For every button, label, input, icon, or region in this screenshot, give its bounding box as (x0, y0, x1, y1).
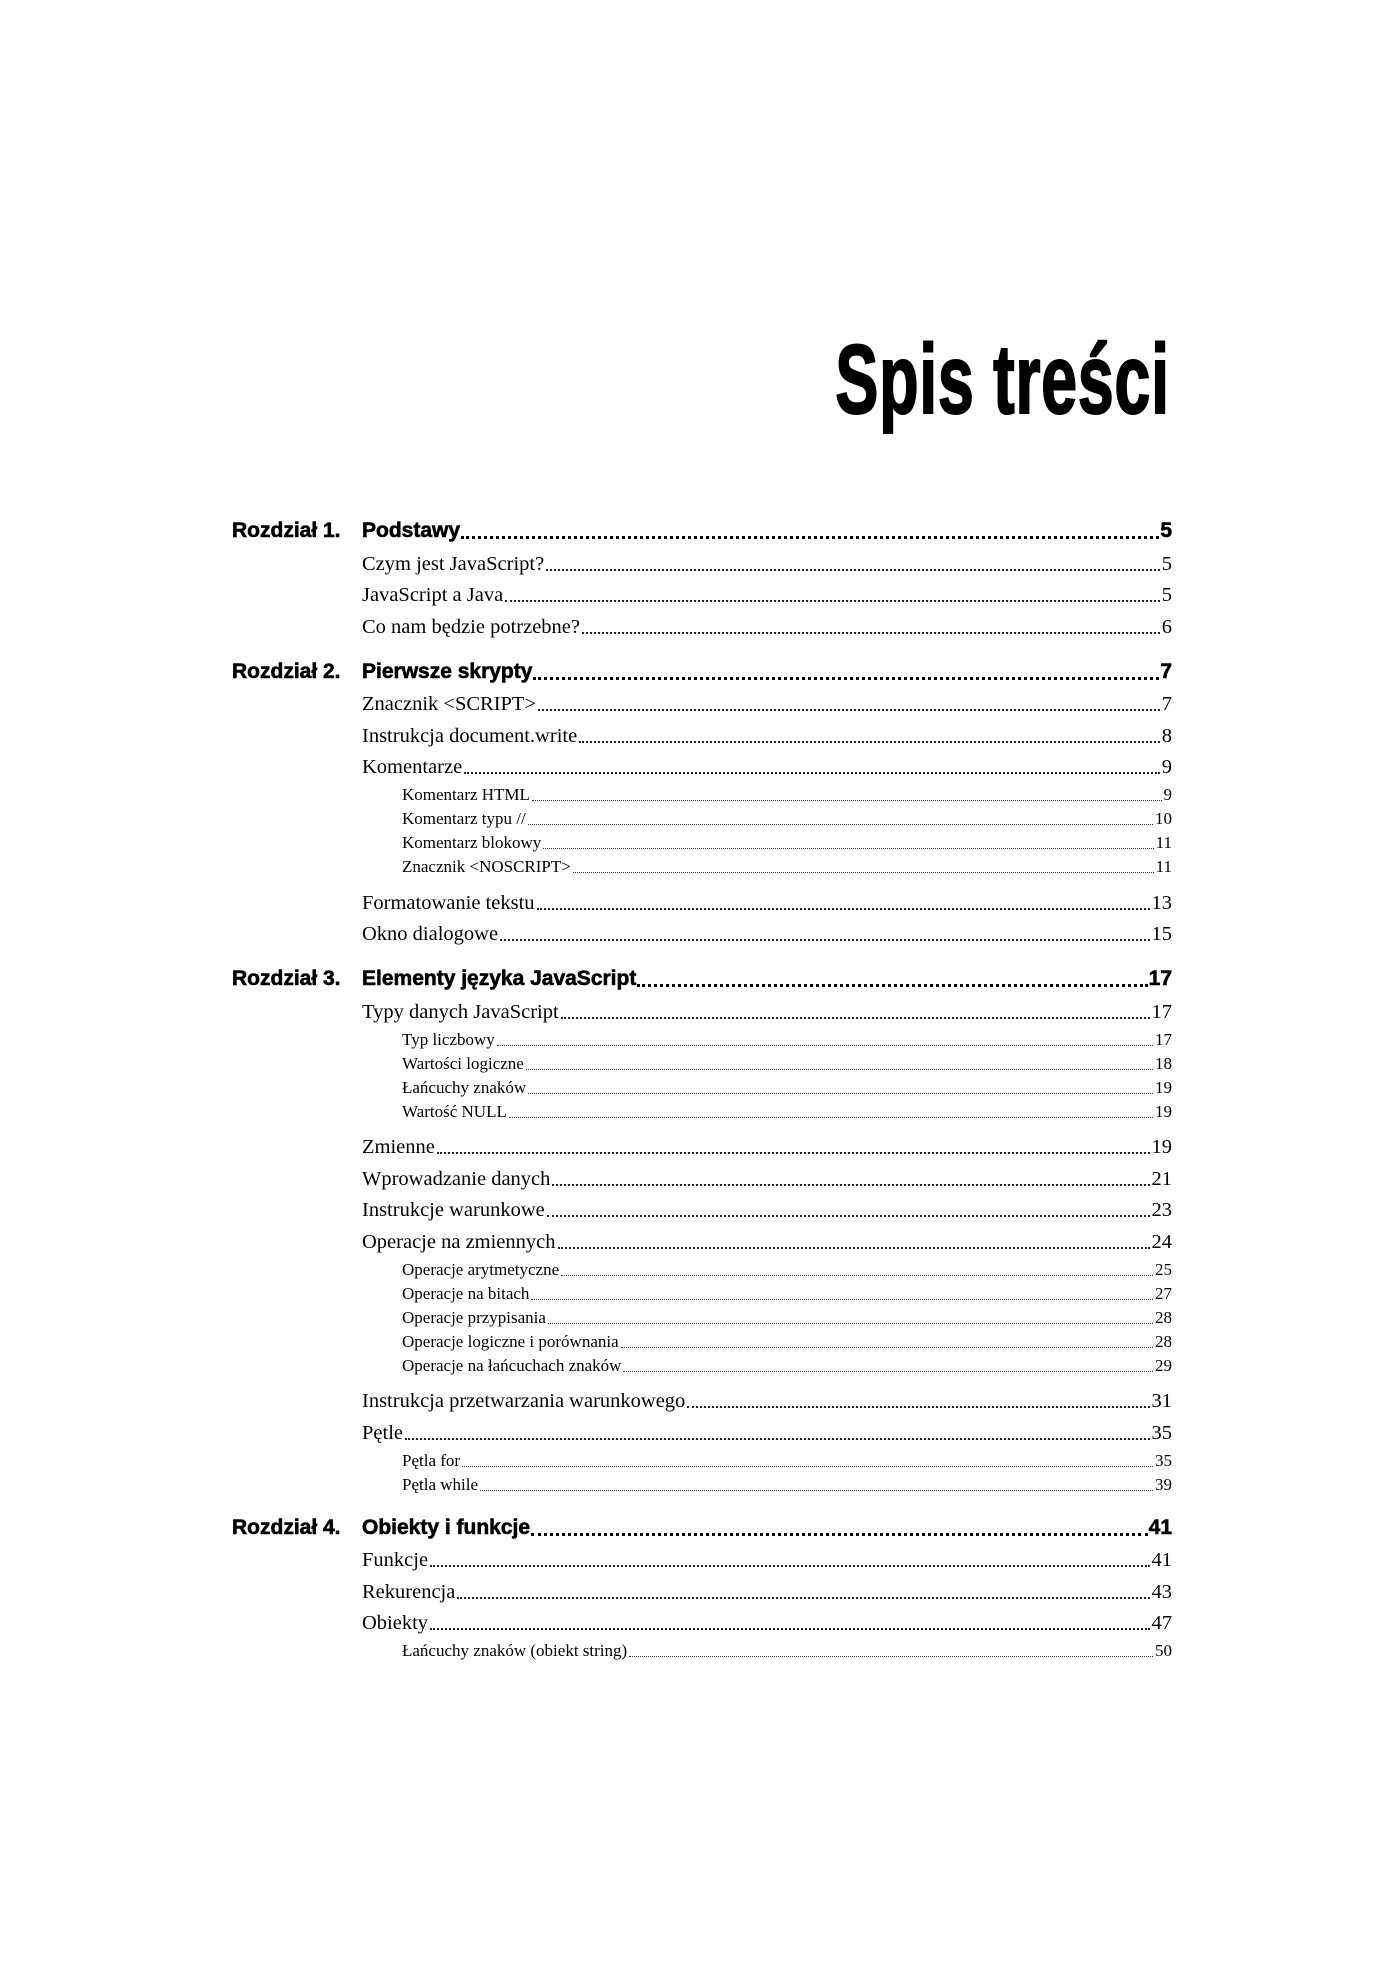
entry-title: Operacje na bitach (402, 1283, 530, 1303)
entry-title: Instrukcja przetwarzania warunkowego (362, 1390, 686, 1412)
entry-title: JavaScript a Java (362, 584, 504, 606)
dot-leader (561, 1017, 1150, 1019)
toc-section[interactable] (362, 748, 1172, 780)
entry-title: Co nam będzie potrzebne? (362, 615, 581, 638)
dot-leader (405, 1438, 1150, 1440)
chapter-page-number: 41 (1148, 1515, 1172, 1539)
dot-leader (621, 1347, 1153, 1348)
chapter-title: Podstawy (362, 519, 461, 542)
dot-leader (457, 1597, 1149, 1599)
entry-title: Operacje przypisania (402, 1307, 546, 1327)
dot-leader (528, 1093, 1153, 1094)
entry-title: Typ liczbowy (402, 1029, 495, 1049)
chapter-number: Rozdział 3. (232, 967, 341, 990)
chapter-page-number: 17 (1148, 967, 1172, 990)
entry-page-number: 47 (1151, 1612, 1172, 1634)
dot-leader (532, 800, 1162, 801)
entry-page-number: 19 (1155, 1101, 1172, 1121)
dot-leader (543, 848, 1153, 849)
chapter-title: Elementy języka JavaScript (362, 967, 637, 990)
dot-leader (637, 984, 1147, 987)
entry-page-number: 19 (1151, 1136, 1172, 1158)
toc-subsection[interactable] (402, 1074, 1172, 1098)
dot-leader (538, 709, 1160, 711)
chapter-entries (362, 992, 1172, 1495)
toc-subsection[interactable] (402, 853, 1172, 877)
chapter-heading[interactable] (232, 950, 1172, 992)
entry-title: Znacznik <SCRIPT> (362, 693, 537, 715)
entry-title: Pętla for (402, 1450, 461, 1470)
entry-page-number: 17 (1155, 1029, 1172, 1049)
entry-title: Wartość NULL (402, 1101, 507, 1121)
toc-subsection[interactable] (402, 1328, 1172, 1352)
entry-page-number: 41 (1151, 1549, 1172, 1571)
entry-title: Łańcuchy znaków (obiekt string) (402, 1641, 628, 1660)
dot-leader (497, 1045, 1153, 1046)
entry-title: Obiekty (362, 1612, 429, 1634)
toc-subsection[interactable] (402, 1304, 1172, 1328)
entry-page-number: 21 (1151, 1167, 1172, 1190)
toc-section[interactable] (362, 607, 1172, 639)
dot-leader (480, 1490, 1153, 1491)
entry-title: Łańcuchy znaków (402, 1077, 527, 1097)
entry-title: Pętla while (402, 1474, 479, 1494)
dot-leader (526, 1069, 1153, 1070)
chapter-entries (362, 685, 1172, 947)
dot-leader (531, 1533, 1148, 1536)
toc-subsection[interactable] (402, 1050, 1172, 1074)
table-of-contents (232, 502, 1172, 1661)
toc-section[interactable] (362, 1191, 1172, 1223)
dot-leader (579, 741, 1160, 743)
toc-section[interactable] (362, 1159, 1172, 1191)
chapter-heading[interactable] (232, 502, 1172, 544)
toc-section[interactable] (362, 716, 1172, 748)
dot-leader (509, 1117, 1153, 1118)
entry-page-number: 9 (1161, 756, 1172, 778)
dot-leader (531, 1299, 1153, 1300)
entry-title: Operacje na łańcuchach znaków (402, 1355, 622, 1375)
entry-title: Operacje arytmetyczne (402, 1259, 560, 1279)
dot-leader (561, 1275, 1153, 1276)
entry-title: Czym jest JavaScript? (362, 552, 545, 575)
entry-page-number: 28 (1155, 1331, 1172, 1351)
entry-page-number: 43 (1151, 1580, 1172, 1603)
toc-chapter (232, 1499, 1172, 1662)
entry-page-number: 8 (1161, 724, 1172, 747)
toc-section[interactable] (362, 1572, 1172, 1604)
dot-leader (687, 1406, 1149, 1408)
entry-page-number: 17 (1151, 1000, 1172, 1023)
toc-subsection[interactable] (402, 1026, 1172, 1050)
chapter-title: Obiekty i funkcje (362, 1515, 531, 1539)
dot-leader (546, 569, 1160, 571)
dot-leader (558, 1247, 1150, 1249)
toc-section[interactable] (362, 1604, 1172, 1636)
entry-page-number: 29 (1155, 1355, 1172, 1375)
toc-subsection[interactable] (402, 1098, 1172, 1122)
dot-leader (500, 939, 1149, 941)
entry-title: Okno dialogowe (362, 923, 499, 945)
dot-leader (505, 600, 1160, 602)
entry-title: Funkcje (362, 1549, 429, 1571)
entry-page-number: 50 (1155, 1641, 1172, 1660)
dot-leader (528, 824, 1153, 825)
toc-section[interactable] (362, 1128, 1172, 1160)
chapter-entries (362, 544, 1172, 639)
entry-title: Instrukcja document.write (362, 724, 578, 747)
toc-section[interactable] (362, 992, 1172, 1024)
dot-leader (623, 1371, 1153, 1372)
entry-page-number: 5 (1161, 584, 1172, 606)
toc-section[interactable] (362, 544, 1172, 576)
entry-title: Operacje logiczne i porównania (402, 1331, 619, 1351)
toc-section[interactable] (362, 685, 1172, 717)
page-title: Spis treści (835, 324, 1170, 434)
entry-title: Wprowadzanie danych (362, 1167, 551, 1190)
entry-page-number: 9 (1163, 785, 1172, 804)
toc-section[interactable] (362, 1222, 1172, 1254)
entry-title: Komentarz HTML (402, 785, 530, 804)
toc-subsection[interactable] (402, 1637, 1172, 1661)
dot-leader (430, 1628, 1149, 1630)
entry-title: Instrukcje warunkowe (362, 1199, 545, 1221)
chapter-page-number: 7 (1160, 659, 1172, 683)
toc-chapter (232, 950, 1172, 1495)
toc-section[interactable] (362, 1541, 1172, 1573)
dot-leader (461, 536, 1159, 539)
entry-page-number: 11 (1155, 857, 1172, 876)
entry-page-number: 18 (1155, 1053, 1172, 1073)
toc-subsection[interactable] (402, 1256, 1172, 1280)
toc-subsection[interactable] (402, 1280, 1172, 1304)
chapter-title: Pierwsze skrypty (362, 659, 533, 683)
entry-page-number: 19 (1155, 1077, 1172, 1097)
toc-section[interactable] (362, 1382, 1172, 1414)
toc-section[interactable] (362, 1413, 1172, 1445)
dot-leader (548, 1323, 1153, 1324)
toc-subsection[interactable] (402, 1471, 1172, 1495)
dot-leader (430, 1565, 1149, 1567)
entry-page-number: 5 (1161, 552, 1172, 575)
entry-page-number: 10 (1155, 809, 1172, 828)
chapter-page-number: 5 (1160, 519, 1172, 542)
entry-page-number: 6 (1161, 615, 1172, 638)
entry-page-number: 24 (1151, 1230, 1172, 1253)
entry-title: Znacznik <NOSCRIPT> (402, 857, 571, 876)
dot-leader (547, 1215, 1150, 1217)
dot-leader (437, 1152, 1150, 1154)
entry-title: Wartości logiczne (402, 1053, 524, 1073)
chapter-number: Rozdział 4. (232, 1515, 341, 1539)
toc-subsection[interactable] (402, 829, 1172, 853)
chapter-number: Rozdział 1. (232, 519, 341, 542)
toc-section[interactable] (362, 883, 1172, 915)
toc-chapter (232, 643, 1172, 947)
toc-subsection[interactable] (402, 1352, 1172, 1376)
toc-subsection[interactable] (402, 1447, 1172, 1471)
entry-page-number: 27 (1155, 1283, 1172, 1303)
entry-page-number: 35 (1151, 1421, 1172, 1444)
entry-page-number: 15 (1151, 923, 1172, 945)
entry-title: Komentarz typu // (402, 809, 526, 828)
entry-page-number: 7 (1161, 693, 1172, 715)
entry-title: Pętle (362, 1421, 403, 1444)
entry-page-number: 35 (1155, 1450, 1172, 1470)
entry-title: Operacje na zmiennych (362, 1230, 556, 1253)
dot-leader (573, 872, 1154, 873)
entry-page-number: 23 (1151, 1199, 1172, 1221)
entry-title: Komentarze (362, 756, 463, 778)
toc-chapter (232, 502, 1172, 639)
dot-leader (464, 772, 1160, 774)
dot-leader (533, 677, 1159, 680)
dot-leader (537, 908, 1150, 910)
entry-page-number: 25 (1155, 1259, 1172, 1279)
dot-leader (629, 1656, 1153, 1657)
entry-title: Rekurencja (362, 1580, 456, 1603)
entry-page-number: 39 (1155, 1474, 1172, 1494)
chapter-number: Rozdział 2. (232, 659, 341, 683)
entry-title: Zmienne (362, 1136, 435, 1158)
entry-title: Typy danych JavaScript (362, 1000, 559, 1023)
chapter-entries (362, 1541, 1172, 1662)
toc-section[interactable] (362, 576, 1172, 608)
chapter-heading[interactable] (232, 643, 1172, 685)
entry-page-number: 31 (1151, 1390, 1172, 1412)
chapter-heading[interactable] (232, 1499, 1172, 1541)
dot-leader (462, 1466, 1153, 1467)
toc-subsection[interactable] (402, 781, 1172, 805)
entry-title: Formatowanie tekstu (362, 891, 535, 914)
dot-leader (582, 632, 1160, 634)
toc-subsection[interactable] (402, 805, 1172, 829)
entry-page-number: 13 (1151, 891, 1172, 914)
entry-page-number: 28 (1155, 1307, 1172, 1327)
toc-section[interactable] (362, 915, 1172, 947)
entry-title: Komentarz blokowy (402, 833, 542, 852)
entry-page-number: 11 (1155, 833, 1172, 852)
dot-leader (552, 1184, 1149, 1186)
